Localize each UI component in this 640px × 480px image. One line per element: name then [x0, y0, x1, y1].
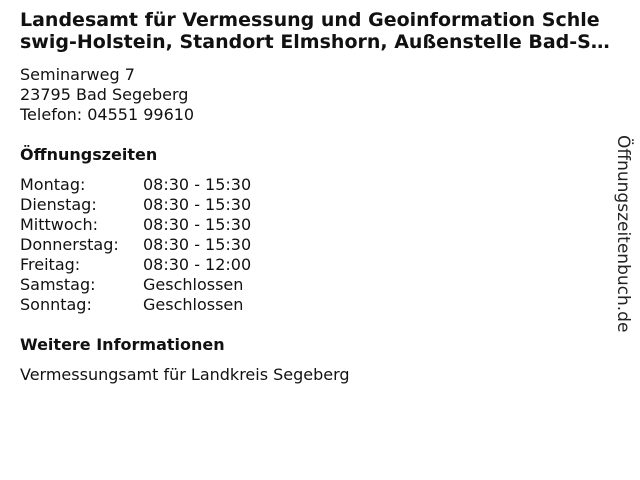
hours-day: Dienstag:	[20, 195, 97, 214]
further-info-heading: Weitere Informationen	[20, 335, 225, 354]
hours-day: Montag:	[20, 175, 86, 194]
hours-row-friday	[20, 255, 251, 275]
business-title-line-1: Landesamt für Vermessung und Geoinformation Schle	[20, 9, 600, 31]
hours-row-sunday	[20, 295, 251, 315]
hours-row-monday	[20, 175, 251, 195]
hours-time: 08:30 - 15:30	[143, 195, 252, 214]
address-block	[20, 65, 194, 125]
hours-row-tuesday	[20, 195, 251, 215]
hours-time: Geschlossen	[143, 275, 244, 294]
hours-time: 08:30 - 15:30	[143, 175, 252, 194]
opening-hours-table	[20, 175, 251, 315]
hours-time: 08:30 - 12:00	[143, 255, 252, 274]
business-title	[20, 9, 625, 53]
hours-day: Donnerstag:	[20, 235, 119, 254]
hours-row-thursday	[20, 235, 251, 255]
phone-number: Telefon: 04551 99610	[20, 105, 195, 124]
hours-row-saturday	[20, 275, 251, 295]
hours-time: Geschlossen	[143, 295, 244, 314]
hours-row-wednesday	[20, 215, 251, 235]
business-title-line-2: swig-Holstein, Standort Elmshorn, Außenstelle Bad-S…	[20, 31, 610, 53]
watermark	[612, 135, 634, 365]
hours-time: 08:30 - 15:30	[143, 215, 252, 234]
street-address: Seminarweg 7	[20, 65, 135, 84]
hours-day: Sonntag:	[20, 295, 92, 314]
hours-day: Mittwoch:	[20, 215, 98, 234]
hours-time: 08:30 - 15:30	[143, 235, 252, 254]
hours-day: Samstag:	[20, 275, 96, 294]
opening-hours-heading: Öffnungszeiten	[20, 145, 158, 164]
city-address: 23795 Bad Segeberg	[20, 85, 189, 104]
watermark-text: Öffnungszeitenbuch.de	[613, 135, 633, 333]
hours-day: Freitag:	[20, 255, 81, 274]
further-info-text: Vermessungsamt für Landkreis Segeberg	[20, 365, 350, 384]
